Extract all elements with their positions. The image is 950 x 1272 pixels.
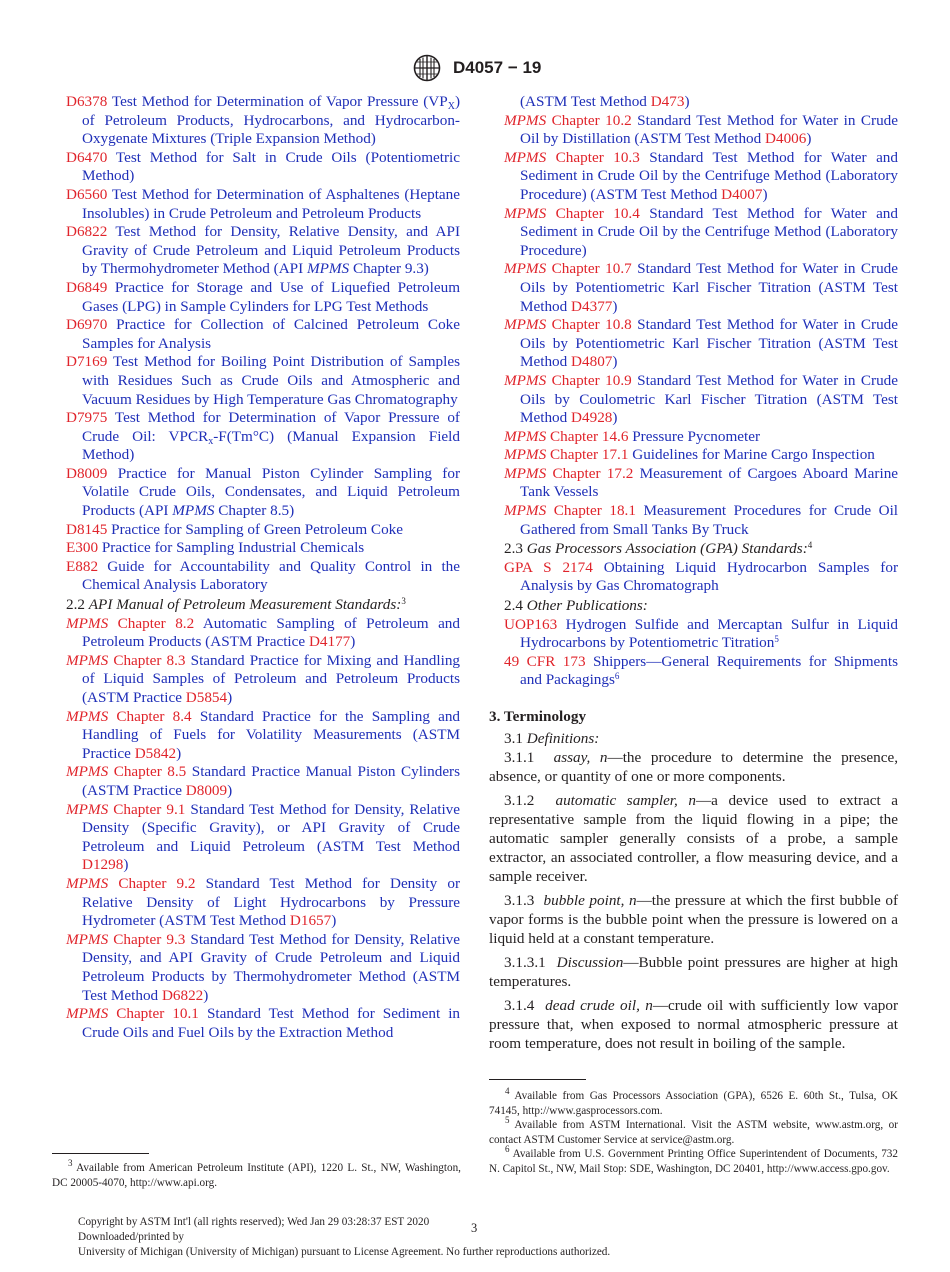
reference-entry bbox=[504, 653, 898, 690]
mpms-label: MPMS bbox=[172, 502, 215, 520]
reference-link[interactable]: D5842 bbox=[134, 744, 177, 762]
terminology-heading: 3. Terminology bbox=[489, 708, 587, 725]
referenced-documents-astm bbox=[66, 93, 460, 595]
reference-title-cont: -F(Tm°C) (Manual Expansion Field Method) bbox=[82, 427, 460, 464]
chapter-link[interactable]: Chapter 18.1 bbox=[553, 502, 636, 520]
reference-link[interactable]: D6849 bbox=[66, 278, 108, 296]
footnote-rule bbox=[489, 1079, 586, 1080]
reference-title: Practice for Sampling of Green Petroleum Coke bbox=[111, 520, 403, 538]
reference-title: Standard Practice for the Sampling and Handling of Fuels for Volatility Measurements (ASTM Practice bbox=[82, 707, 461, 762]
chapter-link[interactable]: Chapter 17.1 bbox=[549, 446, 629, 464]
mpms-label: MPMS bbox=[66, 874, 109, 892]
reference-link[interactable]: D7975 bbox=[66, 409, 108, 427]
other-publications bbox=[504, 616, 898, 690]
page-footer bbox=[78, 1215, 610, 1260]
reference-title: Standard Test Method for Density or Relative Density of Light Hydrocarbons by Pressure Hydrometer (ASTM Test Method bbox=[82, 874, 461, 930]
reference-link[interactable]: GPA S 2174 bbox=[504, 558, 593, 576]
reference-title: Standard Practice Manual Piston Cylinders (ASTM Practice bbox=[82, 763, 461, 799]
page-number: 3 bbox=[471, 1221, 478, 1235]
chapter-link[interactable]: Chapter 10.8 bbox=[551, 316, 632, 334]
reference-title: Shippers—General Requirements for Shipments and Packagings bbox=[520, 652, 898, 689]
mpms-reference-entry bbox=[504, 205, 898, 261]
mpms-reference-entry bbox=[66, 615, 460, 652]
reference-title-cont: Chapter 9.3) bbox=[349, 260, 429, 278]
definition-number: 3.1.2 bbox=[504, 792, 535, 809]
reference-link[interactable]: D6470 bbox=[66, 148, 108, 166]
reference-link[interactable]: D7169 bbox=[66, 353, 108, 371]
section-2-4-heading: 2.4 Other Publications: bbox=[504, 597, 648, 615]
reference-link[interactable]: D473 bbox=[650, 93, 685, 110]
reference-title: Standard Test Method for Water in Crude Oils by Potentiometric Karl Fischer Titration (ASTM Test Method bbox=[520, 260, 899, 315]
definition-number: 3.1.1 bbox=[504, 749, 535, 766]
api-mpms-references-cont bbox=[504, 112, 898, 540]
reference-link[interactable]: D4807 bbox=[571, 353, 613, 371]
reference-entry bbox=[504, 616, 898, 653]
chapter-link[interactable]: Chapter 8.3 bbox=[113, 651, 186, 669]
mpms-label: MPMS bbox=[66, 651, 109, 669]
definition-number: 3.1.3.1 bbox=[504, 954, 546, 971]
footnote-rule bbox=[52, 1153, 149, 1154]
footnote-marker: 6 bbox=[614, 671, 620, 682]
mpms-reference-entry bbox=[66, 763, 460, 800]
reference-link[interactable]: D6822 bbox=[161, 986, 204, 1004]
definitions-heading: 3.1 Definitions: bbox=[504, 730, 600, 747]
license-line: University of Michigan (University of Michigan) pursuant to License Agreement. No further reproductions authorized. bbox=[78, 1246, 611, 1258]
mpms-label: MPMS bbox=[504, 148, 547, 166]
reference-title: Test Method for Density, Relative Density, and API Gravity of Crude Petroleum and Liquid Petroleum Products by Thermohydrometer Method (API bbox=[82, 223, 460, 278]
section-number: 2.2 bbox=[66, 596, 85, 614]
mpms-reference-entry bbox=[66, 801, 460, 875]
reference-entry bbox=[66, 186, 460, 223]
reference-entry bbox=[66, 223, 460, 279]
reference-link[interactable]: D1657 bbox=[289, 912, 332, 930]
reference-link[interactable]: D8009 bbox=[185, 781, 228, 799]
mpms-label: MPMS bbox=[504, 260, 547, 278]
definition-text: —the procedure to determine the presence, absence, or quantity of one or more components. bbox=[489, 749, 899, 785]
mpms-label: MPMS bbox=[504, 427, 547, 445]
reference-link[interactable]: E300 bbox=[66, 539, 99, 557]
definition-number: 3.1.3 bbox=[504, 892, 535, 909]
reference-link[interactable]: D8145 bbox=[66, 520, 108, 538]
subscript: x bbox=[208, 435, 214, 447]
chapter-link[interactable]: Chapter 14.6 bbox=[549, 427, 629, 445]
term: dead crude oil, n bbox=[545, 997, 653, 1014]
reference-title: Standard Test Method for Water in Crude Oils by Coulometric Karl Fischer Titration (ASTM Test Method bbox=[520, 371, 899, 427]
reference-title: Standard Test Method for Sediment in Crude Oils and Fuel Oils by the Extraction Method bbox=[82, 1005, 461, 1041]
reference-entry bbox=[66, 279, 460, 316]
definition-number: 3.1.4 bbox=[504, 997, 535, 1014]
mpms-reference-entry bbox=[66, 708, 460, 764]
reference-entry bbox=[66, 558, 460, 595]
definition-item bbox=[489, 953, 898, 991]
reference-title: Practice for Storage and Use of Liquefied Petroleum Gases (LPG) in Sample Cylinders for LPG Test Methods bbox=[82, 278, 461, 315]
gpa-reference: GPA S 2174 Obtaining Liquid Hydrocarbon Samples for Analysis by Gas Chromatograph bbox=[504, 558, 899, 595]
page-header bbox=[0, 54, 950, 84]
chapter-link[interactable]: Chapter 9.2 bbox=[118, 874, 196, 892]
term: assay, n bbox=[553, 749, 608, 766]
mpms-reference-entry bbox=[66, 1005, 460, 1042]
mpms-label: MPMS bbox=[504, 111, 547, 129]
left-column bbox=[66, 93, 460, 1042]
mpms-reference-entry bbox=[504, 112, 898, 149]
closing-paren: ) bbox=[612, 297, 618, 315]
closing-paren: ) bbox=[762, 185, 768, 203]
reference-title: Standard Test Method for Water in Crude Oil by Distillation (ASTM Test Method bbox=[520, 111, 899, 148]
reference-link[interactable]: D4006 bbox=[765, 130, 807, 148]
reference-title-cont: ) of Petroleum Products, Hydrocarbons, and Hydrocarbon-Oxygenate Mixtures (Triple Expansion Method) bbox=[82, 93, 460, 148]
definition-item bbox=[489, 791, 898, 886]
reference-title: Pressure Pycnometer bbox=[632, 427, 761, 445]
chapter-link[interactable]: Chapter 10.9 bbox=[551, 371, 632, 389]
definition-item bbox=[489, 748, 898, 786]
reference-link[interactable]: UOP163 bbox=[504, 615, 558, 633]
reference-link[interactable]: D6378 bbox=[66, 93, 108, 110]
reference-title: Practice for Sampling Industrial Chemicals bbox=[101, 539, 365, 557]
reference-entry bbox=[66, 521, 460, 540]
definition-list bbox=[489, 748, 899, 1053]
chapter-link[interactable]: Chapter 8.5 bbox=[113, 763, 187, 781]
term: automatic sampler, n bbox=[555, 792, 696, 809]
chapter-link[interactable]: Chapter 10.4 bbox=[555, 204, 640, 222]
mpms-reference-entry bbox=[504, 502, 898, 539]
reference-entry bbox=[66, 316, 460, 353]
mpms-reference-entry bbox=[504, 316, 898, 372]
chapter-link[interactable]: Chapter 10.2 bbox=[551, 111, 632, 129]
mpms-reference-entry bbox=[504, 149, 898, 205]
reference-title: Test Method for Boiling Point Distribution of Samples with Residues Such as Crude Oils and Atmospheric and Vacuum Residues by High Temperature Gas Chromatography bbox=[82, 353, 460, 408]
mpms-reference-entry bbox=[504, 446, 898, 465]
reference-title: Measurement of Cargoes Aboard Marine Tank Vessels bbox=[520, 464, 899, 501]
chapter-link[interactable]: Chapter 8.4 bbox=[116, 707, 192, 725]
mpms-label: MPMS bbox=[504, 502, 547, 520]
definition-text: —a device used to extract a representative sample from the liquid flowing in a pipe; the automatic sampler generally consists of a probe, a sample extractor, an associated controller, a flow measuring device, and a sample receiver. bbox=[489, 792, 899, 885]
reference-entry bbox=[66, 409, 460, 465]
reference-title: Standard Practice for Mixing and Handling of Liquid Samples of Petroleum and Petroleum Products (ASTM Practice bbox=[82, 651, 461, 706]
reference-title: Measurement Procedures for Crude Oil Gathered from Small Tanks By Truck bbox=[520, 502, 899, 538]
reference-link[interactable]: D5854 bbox=[185, 689, 228, 706]
reference-title: Standard Test Method for Density, Relative Density (Specific Gravity), or API Gravity of Crude Petroleum and Liquid Petroleum (ASTM Test Method bbox=[82, 800, 461, 855]
api-mpms-references bbox=[66, 615, 460, 1043]
chapter-link[interactable]: Chapter 10.7 bbox=[551, 260, 632, 278]
mpms-reference-entry bbox=[504, 260, 898, 316]
reference-title: Test Method for Determination of Asphaltenes (Heptane Insolubles) in Crude Petroleum and Petroleum Products bbox=[82, 185, 460, 222]
continued-reference: (ASTM Test Method D473) bbox=[520, 93, 690, 110]
reference-link[interactable]: D6560 bbox=[66, 185, 108, 203]
chapter-link[interactable]: Chapter 10.1 bbox=[116, 1005, 199, 1023]
chapter-link[interactable]: Chapter 10.3 bbox=[555, 148, 640, 166]
reference-title: Practice for Collection of Calcined Petroleum Coke Samples for Analysis bbox=[82, 316, 460, 352]
mpms-reference-entry bbox=[504, 428, 898, 447]
closing-paren: ) bbox=[227, 689, 233, 706]
chapter-link[interactable]: Chapter 9.3 bbox=[113, 930, 186, 948]
reference-title: Standard Test Method for Water and Sediment in Crude Oil by the Centrifuge Method (Laboratory Procedure) (ASTM Test Method bbox=[520, 148, 898, 203]
download-line: Downloaded/printed by bbox=[78, 1231, 184, 1243]
mpms-label: MPMS bbox=[504, 204, 547, 222]
closing-paren: ) bbox=[612, 353, 618, 371]
reference-title: Hydrogen Sulfide and Mercaptan Sulfur in Liquid Hydrocarbons by Potentiometric Titration bbox=[520, 615, 899, 652]
definition-text: —the pressure at which the first bubble of vapor forms is the bubble point when the pressure is lowered on a liquid held at a constant temperature. bbox=[489, 892, 899, 947]
reference-link[interactable]: D6822 bbox=[66, 223, 108, 241]
reference-link[interactable]: D6970 bbox=[66, 316, 108, 334]
reference-entry bbox=[66, 353, 460, 409]
mpms-label: MPMS bbox=[504, 316, 547, 334]
reference-link[interactable]: D4377 bbox=[571, 297, 613, 315]
reference-title: Guide for Accountability and Quality Control in the Chemical Analysis Laboratory bbox=[82, 557, 460, 594]
reference-link[interactable]: D4177 bbox=[308, 633, 351, 651]
reference-entry bbox=[66, 539, 460, 558]
reference-title: Guidelines for Marine Cargo Inspection bbox=[632, 446, 875, 464]
definition-item bbox=[489, 891, 898, 948]
reference-title-cont: Chapter 8.5) bbox=[214, 502, 295, 520]
subscript: X bbox=[447, 101, 455, 112]
mpms-reference-entry bbox=[66, 875, 460, 931]
reference-title: Automatic Sampling of Petroleum and Petroleum Products (ASTM Practice bbox=[82, 614, 460, 651]
reference-link[interactable]: 49 CFR 173 bbox=[504, 652, 586, 670]
footnote-marker: 3 bbox=[401, 596, 406, 607]
mpms-label: MPMS bbox=[66, 930, 109, 948]
reference-title: Test Method for Determination of Vapor Pressure (VP bbox=[111, 93, 448, 110]
footnote-6: $^6$ Available from U.S. Government Printing Office Superintendent of Documents, 732 N. Capitol St., NW, Mail Stop: SDE, Washington, DC 20401, http://www.access.gpo.gov. bbox=[489, 1144, 898, 1175]
section-title: API Manual of Petroleum Measurement Standards: bbox=[88, 596, 402, 614]
reference-link[interactable]: D4928 bbox=[571, 409, 613, 427]
definition-item bbox=[489, 996, 898, 1053]
reference-link[interactable]: E882 bbox=[66, 557, 99, 575]
closing-paren: ) bbox=[176, 744, 182, 762]
mpms-label: MPMS bbox=[504, 464, 547, 482]
reference-title: Test Method for Determination of Vapor Pressure of Crude Oil: VPCR bbox=[82, 409, 460, 445]
closing-paren: ) bbox=[331, 912, 337, 930]
mpms-label: MPMS bbox=[66, 800, 109, 818]
mpms-reference-entry bbox=[504, 465, 898, 502]
document-id: D4057 − 19 bbox=[453, 58, 542, 77]
mpms-reference-entry bbox=[66, 652, 460, 708]
mpms-label: MPMS bbox=[504, 371, 547, 389]
astm-logo-icon bbox=[408, 54, 446, 82]
footnote-4: $^4$ Available from Gas Processors Association (GPA), 6526 E. 60th St., Tulsa, OK 74145, http://www.gasprocessors.com. bbox=[489, 1086, 898, 1117]
footnote-marker: 5 bbox=[774, 634, 779, 645]
closing-paren: ) bbox=[350, 633, 356, 651]
mpms-reference-entry bbox=[504, 372, 898, 428]
footnote-5: $^5$ Available from ASTM International. Visit the ASTM website, www.astm.org, or contact ASTM Customer Service at service@astm.org. bbox=[489, 1115, 898, 1146]
reference-title: Practice for Manual Piston Cylinder Sampling for Volatile Crude Oils, Condensates, and Liquid Petroleum Products (API bbox=[82, 464, 460, 520]
mpms-label: MPMS bbox=[66, 763, 109, 781]
copyright-line: Copyright by ASTM Int'l (all rights reserved); Wed Jan 29 03:28:37 EST 2020 bbox=[78, 1216, 430, 1228]
term: Discussion bbox=[556, 954, 624, 971]
mpms-label: MPMS bbox=[66, 614, 109, 632]
mpms-label: MPMS bbox=[66, 707, 109, 725]
chapter-link[interactable]: Chapter 17.2 bbox=[552, 464, 634, 482]
mpms-label: MPMS bbox=[306, 260, 350, 278]
closing-paren: ) bbox=[612, 409, 618, 427]
mpms-label: MPMS bbox=[66, 1005, 109, 1023]
footnote-3: $^3$ Available from American Petroleum Institute (API), 1220 L. St., NW, Washington, DC 20005-4070, http://www.api.org. bbox=[52, 1158, 461, 1189]
reference-title: Standard Test Method for Water and Sediment in Crude Oil by the Centrifuge Method (Laboratory Procedure) bbox=[520, 204, 898, 259]
chapter-link[interactable]: Chapter 8.2 bbox=[117, 614, 195, 632]
definition-text: —crude oil with sufficiently low vapor pressure that, when exposed to normal atmospheric pressure at room temperature, does not result in boiling of the sample. bbox=[489, 997, 899, 1052]
reference-entry bbox=[66, 149, 460, 186]
reference-link[interactable]: D1298 bbox=[82, 856, 124, 874]
reference-title: Standard Test Method for Water in Crude Oils by Potentiometric Karl Fischer Titration (ASTM Test Method bbox=[520, 316, 899, 371]
chapter-link[interactable]: Chapter 9.1 bbox=[113, 800, 186, 818]
reference-entry bbox=[66, 465, 460, 521]
mpms-reference-entry bbox=[66, 931, 460, 1005]
term: bubble point, n bbox=[543, 892, 637, 909]
mpms-label: MPMS bbox=[504, 446, 547, 464]
reference-link[interactable]: D8009 bbox=[66, 464, 108, 482]
closing-paren: ) bbox=[123, 856, 129, 874]
reference-title: Standard Test Method for Density, Relative Density, and API Gravity of Crude Petroleum and Liquid Petroleum Products by Thermohydrometer Method (ASTM Test Method bbox=[82, 930, 461, 1004]
closing-paren: ) bbox=[203, 986, 209, 1004]
reference-link[interactable]: D4007 bbox=[721, 185, 763, 203]
closing-paren: ) bbox=[227, 781, 233, 799]
reference-entry bbox=[66, 93, 460, 149]
right-column bbox=[489, 93, 899, 1053]
reference-title: Test Method for Salt in Crude Oils (Potentiometric Method) bbox=[82, 148, 460, 185]
section-2-2-heading bbox=[66, 596, 460, 615]
definition-text: —Bubble point pressures are higher at high temperatures. bbox=[489, 954, 898, 990]
section-2-3-heading: 2.3 Gas Processors Association (GPA) Standards:$^4$ bbox=[504, 540, 813, 558]
closing-paren: ) bbox=[806, 130, 812, 148]
